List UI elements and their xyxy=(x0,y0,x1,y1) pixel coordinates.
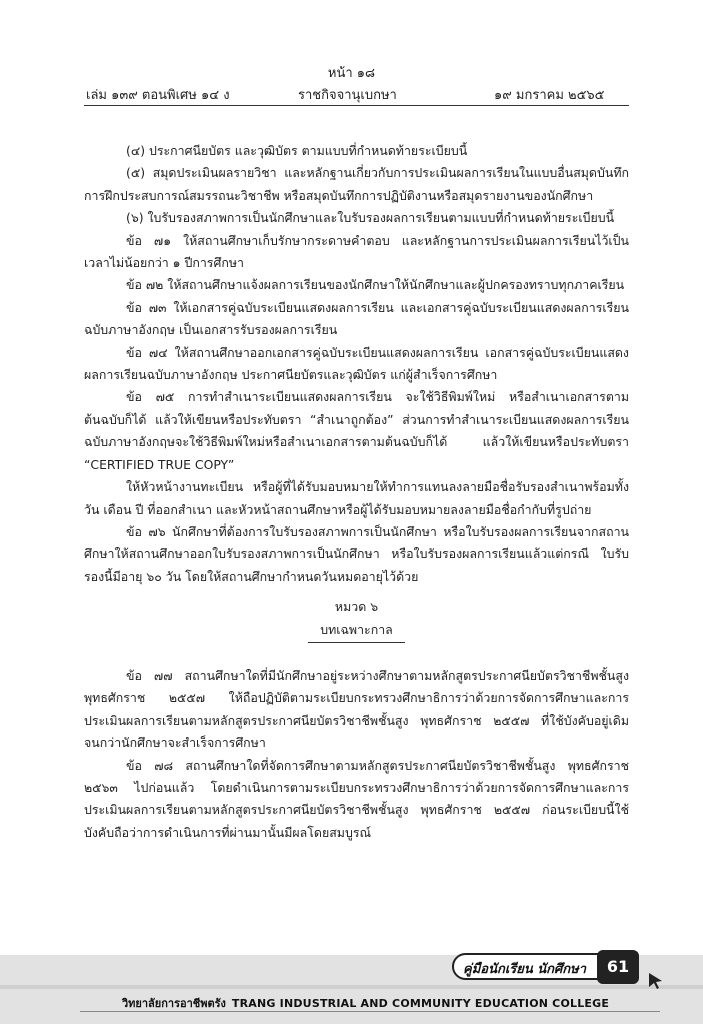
paragraph: (๔) ประกาศนียบัตร และวุฒิบัตร ตามแบบที่กำหนดท้ายระเบียบนี้ xyxy=(126,143,468,158)
footer-rule xyxy=(80,1011,660,1012)
header-rule xyxy=(84,105,629,106)
college-name-english: TRANG INDUSTRIAL AND COMMUNITY EDUCATION COLLEGE xyxy=(231,997,610,1010)
gazette-date: ๑๙ มกราคม ๒๕๖๕ xyxy=(494,88,605,103)
gazette-name: ราชกิจจานุเบกษา xyxy=(298,88,397,103)
chapter-title-wrap xyxy=(84,619,629,643)
paragraph: ให้หัวหน้างานทะเบียน หรือผู้ที่ได้รับมอบหมายให้ทำการแทนลงลายมือชื่อรับรองสำเนาพร้อมทั้ง วัน เดือน ปี ที่ออกสำเนา และหัวหน้าสถานศึกษาหรือผู้ได้รับมอบหมายลงลายมือชื่อกำกับที่รูปถ่าย xyxy=(84,479,629,517)
footer-stripe xyxy=(0,985,703,989)
footer-page-number: 61 xyxy=(597,950,639,984)
manual-label: คู่มือนักเรียน นักศึกษา xyxy=(463,962,587,977)
paragraph: ข้อ ๗๑ ให้สถานศึกษาเก็บรักษากระดาษคำตอบ และหลักฐานการประเมินผลการเรียนไว้เป็นเวลาไม่น้อยกว่า ๑ ปีการศึกษา xyxy=(84,232,629,271)
paragraph: ข้อ ๗๒ ให้สถานศึกษาแจ้งผลการเรียนของนักศึกษาให้นักศึกษาและผู้ปกครองทราบทุกภาคเรียน xyxy=(126,277,625,293)
paragraph: ข้อ ๗๘ สถานศึกษาใดที่จัดการศึกษาตามหลักสูตรประกาศนียบัตรวิชาชีพชั้นสูง พุทธศักราช ๒๕๖๓ ไปก่อนแล้ว โดยดำเนินการตามระเบียบกระทรวงศึกษาธิการว่าด้วยการจัดการศึกษาและการประเมินผลการเรียนตามหลักสูตรประกาศนียบัตรวิชาชีพชั้นสูง พุทธศักราช ๒๕๕๗ ก่อนระเบียบนี้ใช้บังคับถือว่าการดำเนินการที่ผ่านมานั้นมีผลโดยสมบูรณ์ xyxy=(84,757,629,840)
paragraph: (๕) สมุดประเมินผลรายวิชา และหลักฐานเกี่ยวกับการประเมินผลการเรียนในแบบอื่นสมุดบันทึกการฝึกประสบการณ์สมรรถนะวิชาชีพ หรือสมุดบันทึกการปฏิบัติงานหรือสมุดรายงานของนักศึกษา xyxy=(84,165,629,203)
college-name xyxy=(122,994,609,1012)
chapter-title: บทเฉพาะกาล xyxy=(308,619,405,643)
spacer xyxy=(84,643,629,665)
gazette-header xyxy=(86,84,626,102)
paragraph: ข้อ ๗๔ ให้สถานศึกษาออกเอกสารคู่ฉบับระเบียนแสดงผลการเรียน เอกสารคู่ฉบับระเบียนแสดงผลการเรียนฉบับภาษาอังกฤษ ประกาศนียบัตรและวุฒิบัตร แก่ผู้สำเร็จการศึกษา xyxy=(84,344,629,383)
paragraph: ข้อ ๗๓ ให้เอกสารคู่ฉบับระเบียนแสดงผลการเรียน และเอกสารคู่ฉบับระเบียนแสดงผลการเรียนฉบับภาษาอังกฤษ เป็นเอกสารรับรองผลการเรียน xyxy=(84,299,629,338)
cursor-arrow-icon xyxy=(648,972,664,990)
volume-info: เล่ม ๑๓๙ ตอนพิเศษ ๑๔ ง xyxy=(86,88,230,103)
document-body xyxy=(84,140,629,844)
chapter-heading: หมวด ๖ xyxy=(334,599,379,615)
paragraph: ข้อ ๗๗ สถานศึกษาใดที่มีนักศึกษาอยู่ระหว่างศึกษาตามหลักสูตรประกาศนียบัตรวิชาชีพชั้นสูง พุทธศักราช ๒๕๕๗ ให้ถือปฏิบัติตามระเบียบกระทรวงศึกษาธิการว่าด้วยการจัดการศึกษาและการประเมินผลการเรียนตามหลักสูตรประกาศนียบัตรวิชาชีพชั้นสูง พุทธศักราช ๒๕๕๗ ที่ใช้บังคับอยู่เดิมจนกว่านักศึกษาจะสำเร็จการศึกษา xyxy=(84,667,629,751)
paragraph: ข้อ ๗๕ การทำสำเนาระเบียนแสดงผลการเรียน จะใช้วิธีพิมพ์ใหม่ หรือสำเนาเอกสารตามต้นฉบับก็ได้ แล้วให้เขียนหรือประทับตรา “สำเนาถูกต้อง” ส่วนการทำสำเนาระเบียนแสดงผลการเรียนฉบับภาษาอังกฤษจะใช้วิธีพิมพ์ใหม่หรือสำเนาเอกสารตามต้นฉบับก็ได้ แล้วให้เขียนหรือประทับตรา “CERTIFIED TRUE COPY” xyxy=(84,389,629,472)
college-name-thai: วิทยาลัยการอาชีพตรัง xyxy=(122,997,226,1010)
paragraph: (๖) ใบรับรองสภาพการเป็นนักศึกษาและใบรับรองผลการเรียนตามแบบที่กำหนดท้ายระเบียบนี้ xyxy=(126,210,615,226)
paragraph: ข้อ ๗๖ นักศึกษาที่ต้องการใบรับรองสภาพการเป็นนักศึกษา หรือใบรับรองผลการเรียนจากสถานศึกษาให้สถานศึกษาออกใบรับรองสภาพการเป็นนักศึกษา หรือใบรับรองผลการเรียนแล้วแต่กรณี ใบรับรองนี้มีอายุ ๖๐ วัน โดยให้สถานศึกษากำหนดวันหมดอายุไว้ด้วย xyxy=(84,523,629,584)
page-number-header: หน้า ๑๘ xyxy=(327,66,376,81)
